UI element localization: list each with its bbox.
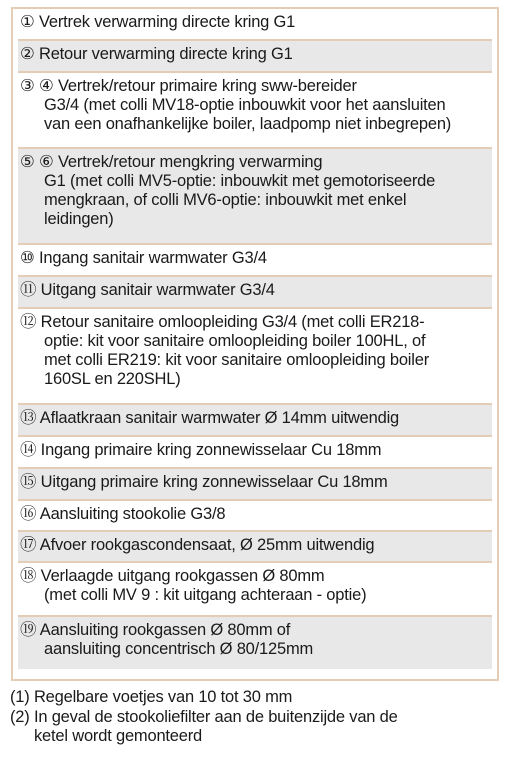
table-row [18,532,492,563]
row-text: met colli ER219: kit voor sanitaire omloopleiding boiler [44,351,429,369]
row-text: ⑲ Aansluiting rookgassen Ø 80mm of [20,621,291,639]
footnote: (2) In geval de stookoliefilter aan de buitenzijde van de [10,707,398,726]
row-text: ⑱ Verlaagde uitgang rookgassen Ø 80mm [20,567,325,585]
row-text: G3/4 (met colli MV18-optie inbouwkit voor het aansluiten [44,96,446,114]
table-row [18,617,492,669]
table-row [18,563,492,617]
connections-table [11,7,499,681]
row-text: ⑫ Retour sanitaire omloopleiding G3/4 (met colli ER218- [20,313,425,331]
table-row [18,41,492,73]
table-row [18,437,492,469]
row-text: leidingen) [44,210,114,228]
row-text: (met colli MV 9 : kit uitgang achteraan - optie) [44,586,367,604]
footnotes [10,688,505,747]
table-row [18,501,492,532]
row-text: van een onafhankelijke boiler, laadpomp niet inbegrepen) [44,115,452,133]
table-row [18,277,492,309]
row-text: ① Vertrek verwarming directe kring G1 [20,13,296,31]
row-text: ⑪ Uitgang sanitair warmwater G3/4 [20,281,275,299]
row-text: ⑮ Uitgang primaire kring zonnewisselaar Cu 18mm [20,473,388,491]
row-text: ③ ④ Vertrek/retour primaire kring sww-bereider [20,77,357,95]
row-text: optie: kit voor sanitaire omloopleiding boiler 100HL, of [44,332,426,350]
row-text: ⑬ Aflaatkraan sanitair warmwater Ø 14mm uitwendig [20,409,400,427]
row-text: ⑯ Aansluiting stookolie G3/8 [20,505,226,523]
table-row [18,309,492,405]
row-text: G1 (met colli MV5-optie: inbouwkit met gemotoriseerde [44,172,436,190]
footnote: ketel wordt gemonteerd [34,727,203,745]
row-text: 160SL en 220SHL) [44,370,181,388]
table-row [18,73,492,149]
row-text: ⑤ ⑥ Vertrek/retour mengkring verwarming [20,153,323,171]
row-text: ⑭ Ingang primaire kring zonnewisselaar Cu 18mm [20,441,382,459]
table-row [18,245,492,277]
row-text: mengkraan, of colli MV6-optie: inbouwkit met enkel [44,191,407,209]
row-text: ② Retour verwarming directe kring G1 [20,45,293,63]
table-row [18,469,492,501]
row-text: ⑩ Ingang sanitair warmwater G3/4 [20,249,267,267]
row-text: ⑰ Afvoer rookgascondensaat, Ø 25mm uitwendig [20,536,375,554]
row-text: aansluiting concentrisch Ø 80/125mm [44,640,314,658]
table-row [18,9,492,41]
table-row [18,149,492,245]
table-row [18,405,492,437]
footnote: (1) Regelbare voetjes van 10 tot 30 mm [10,688,293,706]
